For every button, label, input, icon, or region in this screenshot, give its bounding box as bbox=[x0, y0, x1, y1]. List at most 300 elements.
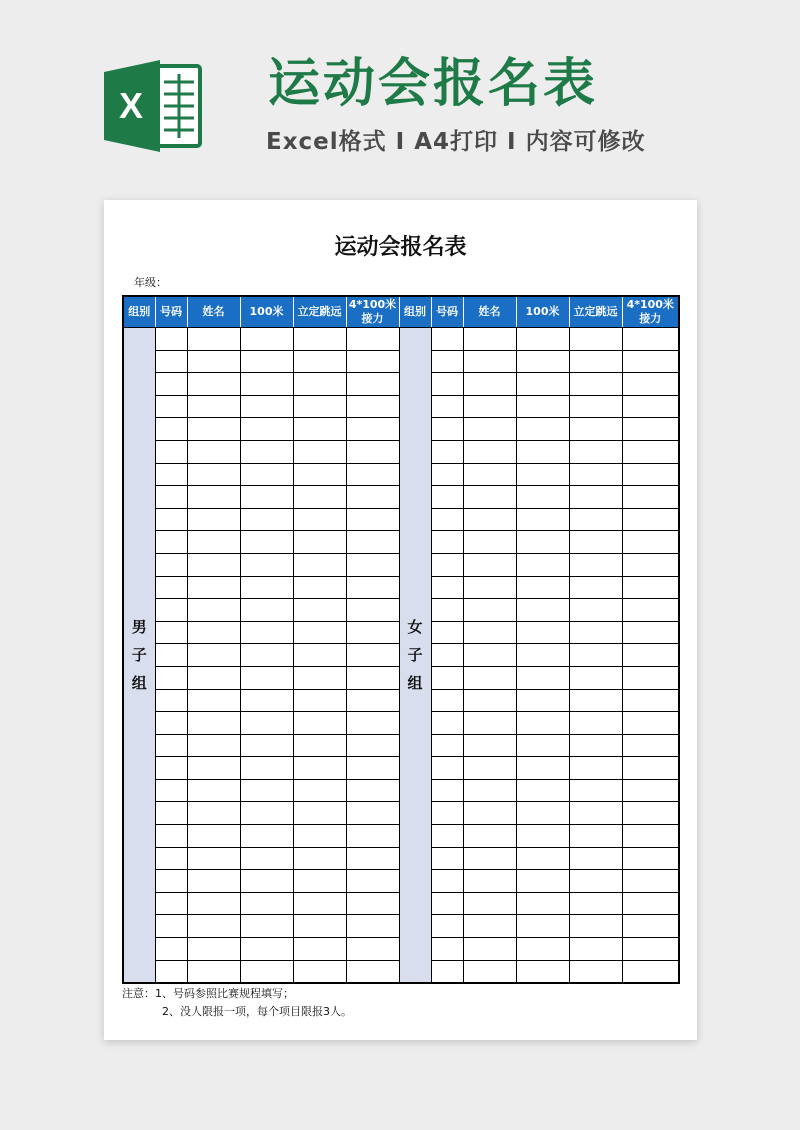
entry-cell[interactable] bbox=[155, 779, 187, 802]
entry-cell[interactable] bbox=[187, 734, 240, 757]
entry-cell[interactable] bbox=[155, 802, 187, 825]
entry-cell[interactable] bbox=[240, 440, 293, 463]
excel-logo-letter: X bbox=[118, 85, 144, 126]
entry-cell[interactable] bbox=[569, 712, 622, 735]
entry-cell[interactable] bbox=[187, 757, 240, 780]
entry-cell[interactable] bbox=[569, 531, 622, 554]
entry-cell[interactable] bbox=[293, 508, 346, 531]
entry-cell[interactable] bbox=[431, 350, 463, 373]
entry-cell[interactable] bbox=[516, 599, 569, 622]
entry-cell[interactable] bbox=[346, 825, 399, 848]
entry-cell[interactable] bbox=[622, 689, 679, 712]
entry-cell[interactable] bbox=[463, 508, 516, 531]
entry-cell[interactable] bbox=[569, 734, 622, 757]
entry-cell[interactable] bbox=[569, 802, 622, 825]
entry-cell[interactable] bbox=[346, 508, 399, 531]
entry-cell[interactable] bbox=[622, 350, 679, 373]
entry-cell[interactable] bbox=[346, 734, 399, 757]
entry-cell[interactable] bbox=[463, 734, 516, 757]
entry-cell[interactable] bbox=[431, 734, 463, 757]
entry-cell[interactable] bbox=[516, 373, 569, 396]
entry-cell[interactable] bbox=[155, 689, 187, 712]
entry-cell[interactable] bbox=[569, 621, 622, 644]
entry-cell[interactable] bbox=[569, 328, 622, 351]
entry-cell[interactable] bbox=[346, 689, 399, 712]
entry-cell[interactable] bbox=[187, 621, 240, 644]
entry-cell[interactable] bbox=[155, 734, 187, 757]
entry-cell[interactable] bbox=[622, 712, 679, 735]
entry-cell[interactable] bbox=[346, 892, 399, 915]
entry-cell[interactable] bbox=[293, 915, 346, 938]
entry-cell[interactable] bbox=[187, 508, 240, 531]
entry-cell[interactable] bbox=[293, 689, 346, 712]
entry-cell[interactable] bbox=[293, 463, 346, 486]
entry-cell[interactable] bbox=[516, 621, 569, 644]
entry-cell[interactable] bbox=[240, 847, 293, 870]
entry-cell[interactable] bbox=[155, 395, 187, 418]
entry-cell[interactable] bbox=[346, 440, 399, 463]
entry-cell[interactable] bbox=[240, 644, 293, 667]
entry-cell[interactable] bbox=[516, 938, 569, 961]
entry-cell[interactable] bbox=[622, 440, 679, 463]
entry-cell[interactable] bbox=[569, 373, 622, 396]
entry-cell[interactable] bbox=[622, 915, 679, 938]
entry-cell[interactable] bbox=[293, 576, 346, 599]
entry-cell[interactable] bbox=[622, 328, 679, 351]
entry-cell[interactable] bbox=[155, 599, 187, 622]
entry-cell[interactable] bbox=[187, 960, 240, 983]
entry-cell[interactable] bbox=[463, 531, 516, 554]
entry-cell[interactable] bbox=[293, 734, 346, 757]
entry-cell[interactable] bbox=[622, 847, 679, 870]
entry-cell[interactable] bbox=[431, 892, 463, 915]
entry-cell[interactable] bbox=[187, 531, 240, 554]
entry-cell[interactable] bbox=[187, 599, 240, 622]
entry-cell[interactable] bbox=[187, 576, 240, 599]
entry-cell[interactable] bbox=[463, 328, 516, 351]
entry-cell[interactable] bbox=[431, 508, 463, 531]
entry-cell[interactable] bbox=[431, 757, 463, 780]
entry-cell[interactable] bbox=[155, 712, 187, 735]
entry-cell[interactable] bbox=[187, 418, 240, 441]
entry-cell[interactable] bbox=[431, 621, 463, 644]
entry-cell[interactable] bbox=[346, 328, 399, 351]
entry-cell[interactable] bbox=[187, 395, 240, 418]
entry-cell[interactable] bbox=[622, 644, 679, 667]
entry-cell[interactable] bbox=[346, 802, 399, 825]
entry-cell[interactable] bbox=[293, 779, 346, 802]
entry-cell[interactable] bbox=[463, 486, 516, 509]
entry-cell[interactable] bbox=[569, 892, 622, 915]
entry-cell[interactable] bbox=[155, 847, 187, 870]
entry-cell[interactable] bbox=[240, 712, 293, 735]
entry-cell[interactable] bbox=[622, 825, 679, 848]
entry-cell[interactable] bbox=[240, 892, 293, 915]
entry-cell[interactable] bbox=[155, 915, 187, 938]
entry-cell[interactable] bbox=[463, 847, 516, 870]
entry-cell[interactable] bbox=[431, 644, 463, 667]
entry-cell[interactable] bbox=[516, 644, 569, 667]
entry-cell[interactable] bbox=[240, 418, 293, 441]
entry-cell[interactable] bbox=[240, 576, 293, 599]
entry-cell[interactable] bbox=[240, 486, 293, 509]
entry-cell[interactable] bbox=[463, 644, 516, 667]
group-label-female: 女子组 bbox=[407, 618, 423, 693]
entry-cell[interactable] bbox=[516, 666, 569, 689]
entry-cell[interactable] bbox=[431, 825, 463, 848]
entry-cell[interactable] bbox=[240, 666, 293, 689]
entry-cell[interactable] bbox=[463, 938, 516, 961]
entry-cell[interactable] bbox=[516, 553, 569, 576]
entry-cell[interactable] bbox=[293, 892, 346, 915]
entry-cell[interactable] bbox=[431, 915, 463, 938]
entry-cell[interactable] bbox=[240, 328, 293, 351]
entry-cell[interactable] bbox=[240, 553, 293, 576]
entry-cell[interactable] bbox=[516, 802, 569, 825]
entry-cell[interactable] bbox=[463, 960, 516, 983]
entry-cell[interactable] bbox=[622, 576, 679, 599]
entry-cell[interactable] bbox=[463, 463, 516, 486]
entry-cell[interactable] bbox=[622, 938, 679, 961]
entry-cell[interactable] bbox=[569, 870, 622, 893]
entry-cell[interactable] bbox=[346, 757, 399, 780]
entry-cell[interactable] bbox=[516, 915, 569, 938]
entry-cell[interactable] bbox=[569, 486, 622, 509]
entry-cell[interactable] bbox=[463, 553, 516, 576]
entry-cell[interactable] bbox=[463, 576, 516, 599]
entry-cell[interactable] bbox=[516, 689, 569, 712]
entry-cell[interactable] bbox=[516, 395, 569, 418]
entry-cell[interactable] bbox=[240, 779, 293, 802]
entry-cell[interactable] bbox=[155, 328, 187, 351]
entry-cell[interactable] bbox=[346, 350, 399, 373]
entry-cell[interactable] bbox=[155, 870, 187, 893]
entry-cell[interactable] bbox=[431, 576, 463, 599]
entry-cell[interactable] bbox=[516, 847, 569, 870]
entry-cell[interactable] bbox=[293, 960, 346, 983]
entry-cell[interactable] bbox=[463, 915, 516, 938]
entry-cell[interactable] bbox=[431, 531, 463, 554]
entry-cell[interactable] bbox=[431, 689, 463, 712]
entry-cell[interactable] bbox=[463, 802, 516, 825]
entry-cell[interactable] bbox=[569, 576, 622, 599]
entry-cell[interactable] bbox=[622, 531, 679, 554]
entry-cell[interactable] bbox=[240, 825, 293, 848]
column-header: 号码 bbox=[155, 296, 187, 328]
entry-cell[interactable] bbox=[187, 802, 240, 825]
entry-cell[interactable] bbox=[431, 802, 463, 825]
entry-cell[interactable] bbox=[569, 350, 622, 373]
entry-cell[interactable] bbox=[516, 576, 569, 599]
entry-cell[interactable] bbox=[431, 373, 463, 396]
entry-cell[interactable] bbox=[155, 576, 187, 599]
entry-cell[interactable] bbox=[516, 328, 569, 351]
entry-cell[interactable] bbox=[346, 373, 399, 396]
entry-cell[interactable] bbox=[569, 463, 622, 486]
column-header: 立定跳远 bbox=[569, 296, 622, 328]
entry-cell[interactable] bbox=[431, 779, 463, 802]
entry-cell[interactable] bbox=[516, 892, 569, 915]
entry-cell[interactable] bbox=[155, 938, 187, 961]
entry-cell[interactable] bbox=[293, 350, 346, 373]
entry-cell[interactable] bbox=[240, 734, 293, 757]
entry-cell[interactable] bbox=[346, 870, 399, 893]
entry-cell[interactable] bbox=[346, 418, 399, 441]
entry-cell[interactable] bbox=[569, 938, 622, 961]
entry-cell[interactable] bbox=[187, 779, 240, 802]
entry-cell[interactable] bbox=[187, 915, 240, 938]
entry-cell[interactable] bbox=[155, 508, 187, 531]
entry-cell[interactable] bbox=[293, 328, 346, 351]
entry-cell[interactable] bbox=[569, 915, 622, 938]
entry-cell[interactable] bbox=[155, 960, 187, 983]
entry-cell[interactable] bbox=[516, 757, 569, 780]
entry-cell[interactable] bbox=[569, 779, 622, 802]
entry-cell[interactable] bbox=[187, 373, 240, 396]
entry-cell[interactable] bbox=[431, 328, 463, 351]
entry-cell[interactable] bbox=[463, 870, 516, 893]
entry-cell[interactable] bbox=[516, 531, 569, 554]
entry-cell[interactable] bbox=[431, 440, 463, 463]
entry-cell[interactable] bbox=[155, 644, 187, 667]
entry-cell[interactable] bbox=[187, 847, 240, 870]
entry-cell[interactable] bbox=[346, 553, 399, 576]
entry-cell[interactable] bbox=[187, 689, 240, 712]
entry-cell[interactable] bbox=[622, 779, 679, 802]
entry-cell[interactable] bbox=[463, 418, 516, 441]
entry-cell[interactable] bbox=[293, 440, 346, 463]
entry-cell[interactable] bbox=[463, 712, 516, 735]
entry-cell[interactable] bbox=[516, 870, 569, 893]
entry-cell[interactable] bbox=[569, 666, 622, 689]
entry-cell[interactable] bbox=[346, 576, 399, 599]
entry-cell[interactable] bbox=[293, 870, 346, 893]
entry-cell[interactable] bbox=[155, 825, 187, 848]
entry-cell[interactable] bbox=[240, 373, 293, 396]
entry-cell[interactable] bbox=[155, 486, 187, 509]
entry-cell[interactable] bbox=[293, 712, 346, 735]
entry-cell[interactable] bbox=[346, 712, 399, 735]
entry-cell[interactable] bbox=[622, 553, 679, 576]
entry-cell[interactable] bbox=[431, 418, 463, 441]
entry-cell[interactable] bbox=[346, 666, 399, 689]
entry-cell[interactable] bbox=[622, 486, 679, 509]
entry-cell[interactable] bbox=[293, 666, 346, 689]
entry-cell[interactable] bbox=[431, 463, 463, 486]
entry-cell[interactable] bbox=[187, 350, 240, 373]
entry-cell[interactable] bbox=[463, 350, 516, 373]
entry-cell[interactable] bbox=[155, 666, 187, 689]
entry-cell[interactable] bbox=[569, 440, 622, 463]
entry-cell[interactable] bbox=[431, 712, 463, 735]
entry-cell[interactable] bbox=[431, 666, 463, 689]
entry-cell[interactable] bbox=[463, 395, 516, 418]
entry-cell[interactable] bbox=[187, 938, 240, 961]
entry-cell[interactable] bbox=[622, 960, 679, 983]
entry-cell[interactable] bbox=[155, 553, 187, 576]
entry-cell[interactable] bbox=[463, 779, 516, 802]
entry-cell[interactable] bbox=[622, 373, 679, 396]
entry-cell[interactable] bbox=[569, 553, 622, 576]
entry-cell[interactable] bbox=[346, 644, 399, 667]
entry-cell[interactable] bbox=[155, 463, 187, 486]
entry-cell[interactable] bbox=[346, 915, 399, 938]
entry-cell[interactable] bbox=[569, 689, 622, 712]
entry-cell[interactable] bbox=[569, 418, 622, 441]
entry-cell[interactable] bbox=[569, 757, 622, 780]
entry-cell[interactable] bbox=[622, 508, 679, 531]
entry-cell[interactable] bbox=[463, 757, 516, 780]
entry-cell[interactable] bbox=[463, 599, 516, 622]
entry-cell[interactable] bbox=[187, 892, 240, 915]
entry-cell[interactable] bbox=[240, 395, 293, 418]
entry-cell[interactable] bbox=[155, 350, 187, 373]
entry-cell[interactable] bbox=[622, 395, 679, 418]
entry-cell[interactable] bbox=[431, 870, 463, 893]
entry-cell[interactable] bbox=[622, 870, 679, 893]
entry-cell[interactable] bbox=[293, 395, 346, 418]
entry-cell[interactable] bbox=[155, 531, 187, 554]
entry-cell[interactable] bbox=[463, 440, 516, 463]
entry-cell[interactable] bbox=[622, 734, 679, 757]
entry-cell[interactable] bbox=[240, 960, 293, 983]
entry-cell[interactable] bbox=[622, 599, 679, 622]
column-header: 100米 bbox=[240, 296, 293, 328]
entry-cell[interactable] bbox=[569, 847, 622, 870]
entry-cell[interactable] bbox=[293, 373, 346, 396]
entry-cell[interactable] bbox=[187, 644, 240, 667]
entry-cell[interactable] bbox=[187, 712, 240, 735]
entry-cell[interactable] bbox=[293, 757, 346, 780]
entry-cell[interactable] bbox=[293, 418, 346, 441]
entry-cell[interactable] bbox=[155, 757, 187, 780]
entry-cell[interactable] bbox=[622, 892, 679, 915]
entry-cell[interactable] bbox=[346, 847, 399, 870]
entry-cell[interactable] bbox=[569, 508, 622, 531]
entry-cell[interactable] bbox=[293, 599, 346, 622]
entry-cell[interactable] bbox=[569, 644, 622, 667]
entry-cell[interactable] bbox=[346, 463, 399, 486]
entry-cell[interactable] bbox=[622, 802, 679, 825]
entry-cell[interactable] bbox=[431, 960, 463, 983]
entry-cell[interactable] bbox=[240, 757, 293, 780]
entry-cell[interactable] bbox=[431, 486, 463, 509]
entry-cell[interactable] bbox=[346, 621, 399, 644]
entry-cell[interactable] bbox=[187, 440, 240, 463]
entry-cell[interactable] bbox=[293, 938, 346, 961]
entry-cell[interactable] bbox=[187, 328, 240, 351]
entry-cell[interactable] bbox=[240, 463, 293, 486]
entry-cell[interactable] bbox=[622, 463, 679, 486]
entry-cell[interactable] bbox=[293, 644, 346, 667]
entry-cell[interactable] bbox=[569, 599, 622, 622]
entry-cell[interactable] bbox=[516, 779, 569, 802]
entry-cell[interactable] bbox=[240, 531, 293, 554]
entry-cell[interactable] bbox=[431, 599, 463, 622]
entry-cell[interactable] bbox=[187, 825, 240, 848]
entry-cell[interactable] bbox=[463, 825, 516, 848]
entry-cell[interactable] bbox=[346, 486, 399, 509]
entry-cell[interactable] bbox=[463, 666, 516, 689]
entry-cell[interactable] bbox=[293, 531, 346, 554]
entry-cell[interactable] bbox=[569, 960, 622, 983]
banner-title: 运动会报名表 bbox=[268, 54, 599, 114]
entry-cell[interactable] bbox=[516, 440, 569, 463]
entry-cell[interactable] bbox=[346, 960, 399, 983]
entry-cell[interactable] bbox=[516, 825, 569, 848]
entry-cell[interactable] bbox=[240, 599, 293, 622]
entry-cell[interactable] bbox=[155, 892, 187, 915]
entry-cell[interactable] bbox=[187, 870, 240, 893]
entry-cell[interactable] bbox=[516, 418, 569, 441]
entry-cell[interactable] bbox=[155, 440, 187, 463]
entry-cell[interactable] bbox=[516, 463, 569, 486]
entry-cell[interactable] bbox=[516, 734, 569, 757]
entry-cell[interactable] bbox=[155, 418, 187, 441]
entry-cell[interactable] bbox=[293, 553, 346, 576]
entry-cell[interactable] bbox=[431, 847, 463, 870]
entry-cell[interactable] bbox=[240, 350, 293, 373]
entry-cell[interactable] bbox=[187, 553, 240, 576]
entry-cell[interactable] bbox=[240, 938, 293, 961]
column-header: 组别 bbox=[123, 296, 155, 328]
entry-cell[interactable] bbox=[293, 802, 346, 825]
entry-cell[interactable] bbox=[240, 689, 293, 712]
entry-cell[interactable] bbox=[240, 621, 293, 644]
entry-cell[interactable] bbox=[240, 870, 293, 893]
entry-cell[interactable] bbox=[187, 666, 240, 689]
entry-cell[interactable] bbox=[516, 350, 569, 373]
entry-cell[interactable] bbox=[240, 508, 293, 531]
entry-cell[interactable] bbox=[516, 486, 569, 509]
entry-cell[interactable] bbox=[293, 825, 346, 848]
entry-cell[interactable] bbox=[187, 463, 240, 486]
entry-cell[interactable] bbox=[346, 395, 399, 418]
entry-cell[interactable] bbox=[293, 621, 346, 644]
entry-cell[interactable] bbox=[569, 825, 622, 848]
entry-cell[interactable] bbox=[463, 892, 516, 915]
entry-cell[interactable] bbox=[155, 373, 187, 396]
entry-cell[interactable] bbox=[240, 915, 293, 938]
entry-cell[interactable] bbox=[463, 689, 516, 712]
note-line-2: 2、没人限报一项，每个项目限报3人。 bbox=[162, 1005, 352, 1018]
column-header: 100米 bbox=[516, 296, 569, 328]
entry-cell[interactable] bbox=[463, 621, 516, 644]
entry-cell[interactable] bbox=[155, 621, 187, 644]
entry-cell[interactable] bbox=[431, 553, 463, 576]
entry-cell[interactable] bbox=[516, 508, 569, 531]
entry-cell[interactable] bbox=[346, 938, 399, 961]
grade-label: 年级： bbox=[134, 276, 167, 289]
entry-cell[interactable] bbox=[622, 621, 679, 644]
entry-cell[interactable] bbox=[463, 373, 516, 396]
entry-cell[interactable] bbox=[569, 395, 622, 418]
entry-cell[interactable] bbox=[622, 666, 679, 689]
entry-cell[interactable] bbox=[346, 779, 399, 802]
entry-cell[interactable] bbox=[622, 757, 679, 780]
entry-cell[interactable] bbox=[516, 712, 569, 735]
entry-cell[interactable] bbox=[293, 486, 346, 509]
entry-cell[interactable] bbox=[240, 802, 293, 825]
entry-cell[interactable] bbox=[516, 960, 569, 983]
entry-cell[interactable] bbox=[346, 531, 399, 554]
entry-cell[interactable] bbox=[346, 599, 399, 622]
entry-cell[interactable] bbox=[293, 847, 346, 870]
entry-cell[interactable] bbox=[431, 938, 463, 961]
entry-cell[interactable] bbox=[187, 486, 240, 509]
entry-cell[interactable] bbox=[431, 395, 463, 418]
entry-cell[interactable] bbox=[622, 418, 679, 441]
